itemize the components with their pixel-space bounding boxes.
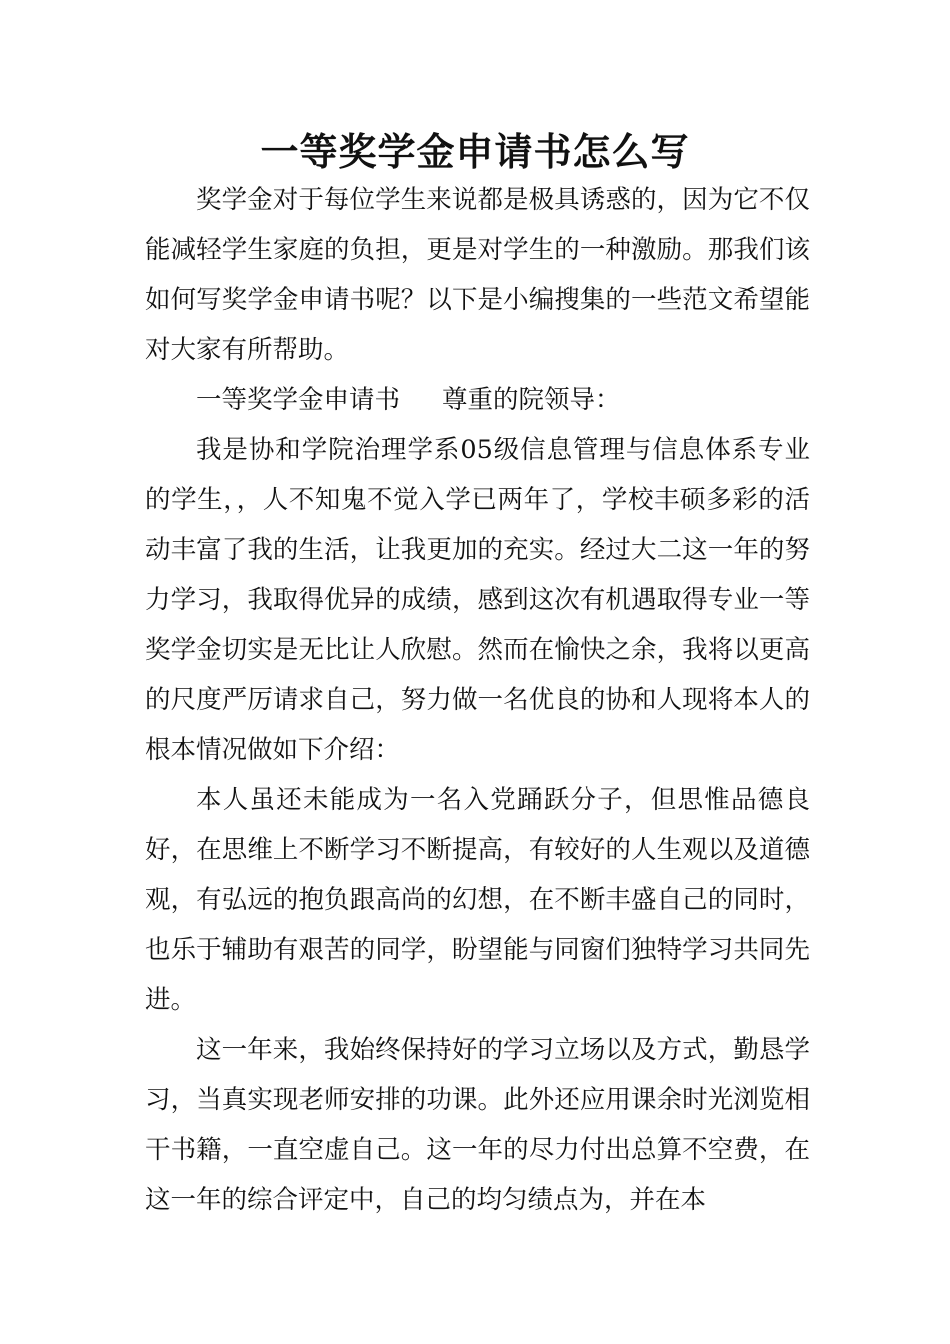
document-title: 一等奖学金申请书怎么写 [260,129,690,174]
intro-paragraph: 奖学金对于每位学生来说都是极具诱惑的，因为它不仅能减轻学生家庭的负担，更是对学生的一种激励。那我们该如何写奖学金申请书呢？以下是小编搜集的一些范文希望能对大家有所帮助。 [145,185,810,365]
body-paragraph-2: 本人虽还未能成为一名入党踊跃分子，但思惟品德良好，在思维上不断学习不断提高，有较好的人生观以及道德观，有弘远的抱负跟高尚的幻想，在不断丰盛自己的同时，也乐于辅助有艰苦的同学，盼望能与同窗们独特学习共同先进。 [145,785,810,1015]
body-paragraph-1: 我是协和学院治理学系05级信息管理与信息体系专业的学生，，人不知鬼不觉入学已两年了，学校丰硕多彩的活动丰富了我的生活，让我更加的充实。经过大二这一年的努力学习，我取得优异的成绩，感到这次有机遇取得专业一等奖学金切实是无比让人欣慰。然而在愉快之余，我将以更高的尺度严厉请求自己，努力做一名优良的协和人现将本人的根本情况做如下介绍： [145,435,810,765]
letter-salutation: 尊重的院领导： [442,385,621,415]
body-paragraph-3: 这一年来，我始终保持好的学习立场以及方式，勤恳学习，当真实现老师安排的功课。此外还应用课余时光浏览相干书籍，一直空虚自己。这一年的尽力付出总算不空费，在这一年的综合评定中，自己的均匀绩点为，并在本 [145,1035,810,1215]
letter-heading-line [145,375,810,425]
document-body [145,175,810,1225]
letter-heading-title: 一等奖学金申请书 [196,385,401,415]
